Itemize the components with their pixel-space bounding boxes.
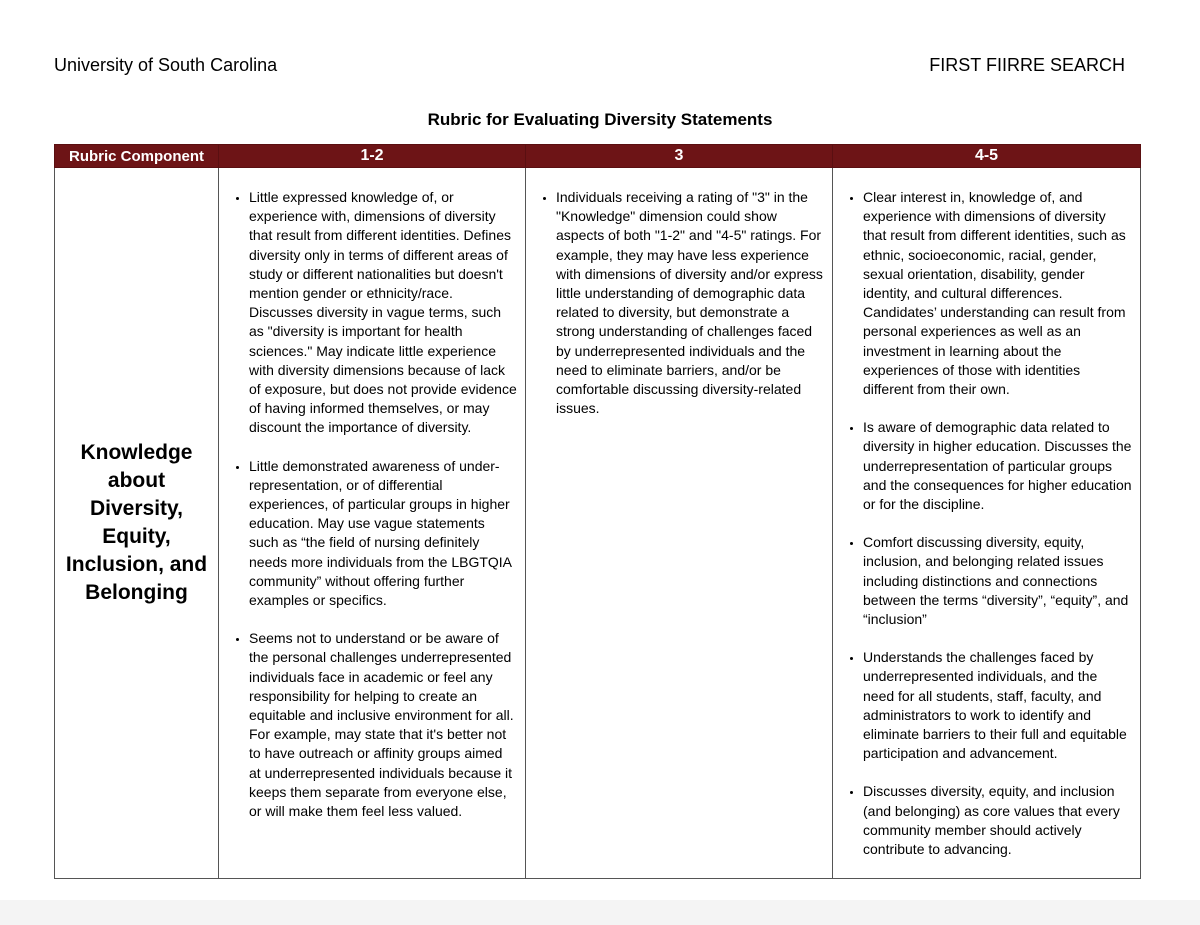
list-item: • Clear interest in, knowledge of, and experience with dimensions of diversity that result from different identities, such as ethnic, socioeconomic, racial, gender, sexual orientation, disability, gender identity, and cultural differences. Candidates’ understanding can result from personal experiences as well as an investment in learning about the experiences of those with identities different from their own. — [863, 188, 1132, 399]
institution-name: University of South Carolina — [54, 55, 278, 75]
document-title: Rubric for Evaluating Diversity Statements — [427, 110, 773, 129]
list-item: • Understands the challenges faced by underrepresented individuals, and the need for all students, staff, faculty, and administrators to work to identify and eliminate barriers to their full and equitable participation and advancement. — [863, 648, 1132, 763]
header-rubric-component: Rubric Component — [55, 145, 219, 168]
rating-4-5-list — [841, 188, 1132, 859]
rating-3-list — [534, 188, 824, 418]
rubric-table — [54, 144, 1141, 879]
list-item: • Little expressed knowledge of, or experience with, dimensions of diversity that result from different identities. Defines diversity only in terms of different areas of study or different nationalities but doesn't mention gender or ethnicity/race. Discusses diversity in vague terms, such as "diversity is important for health sciences." May indicate little experience with diversity dimensions because of lack of exposure, but does not provide evidence of having informed themselves, or may discount the importance of diversity. — [249, 188, 517, 438]
table-header-row — [55, 145, 1141, 168]
list-item: • Discusses diversity, equity, and inclusion (and belonging) as core values that every community member should actively contribute to advancing. — [863, 782, 1132, 859]
table-row — [55, 168, 1141, 879]
component-cell: Knowledge about Diversity, Equity, Inclusion, and Belonging — [55, 168, 219, 879]
rating-4-5-cell — [833, 168, 1141, 879]
rating-1-2-list — [227, 188, 517, 821]
rating-1-2-cell — [219, 168, 526, 879]
header-rating-3: 3 — [526, 145, 833, 168]
header-rating-1-2: 1-2 — [219, 145, 526, 168]
rating-3-cell — [526, 168, 833, 879]
list-item: • Comfort discussing diversity, equity, inclusion, and belonging related issues including distinctions and connections between the terms “diversity”, “equity”, and “inclusion” — [863, 533, 1132, 629]
list-item: • Seems not to understand or be aware of the personal challenges underrepresented individuals face in academic or feel any responsibility for helping to create an equitable and inclusive environment for all. For example, may state that it's better not to have outreach or affinity groups aimed at underrepresented individuals because it keeps them separate from everyone else, or will make them feel less valued. — [249, 629, 517, 821]
header-rating-4-5: 4-5 — [833, 145, 1141, 168]
list-item: • Individuals receiving a rating of "3" in the "Knowledge" dimension could show aspects of both "1-2" and "4-5" ratings. For example, they may have less experience with dimensions of diversity and/or express little understanding of demographic data related to diversity, but demonstrate a strong understanding of challenges faced by underrepresented individuals and the need to eliminate barriers, and/or be comfortable discussing diversity-related issues. — [556, 188, 824, 418]
search-name: FIRST FIIRRE SEARCH — [929, 55, 1125, 75]
list-item: • Is aware of demographic data related to diversity in higher education. Discusses the underrepresentation of particular groups and the consequences for higher education or for the discipline. — [863, 418, 1132, 514]
list-item: • Little demonstrated awareness of under-representation, or of differential experiences, of particular groups in higher education. May use vague statements such as “the field of nursing definitely needs more individuals from the LBGTQIA community” without offering further examples or specifics. — [249, 457, 517, 611]
